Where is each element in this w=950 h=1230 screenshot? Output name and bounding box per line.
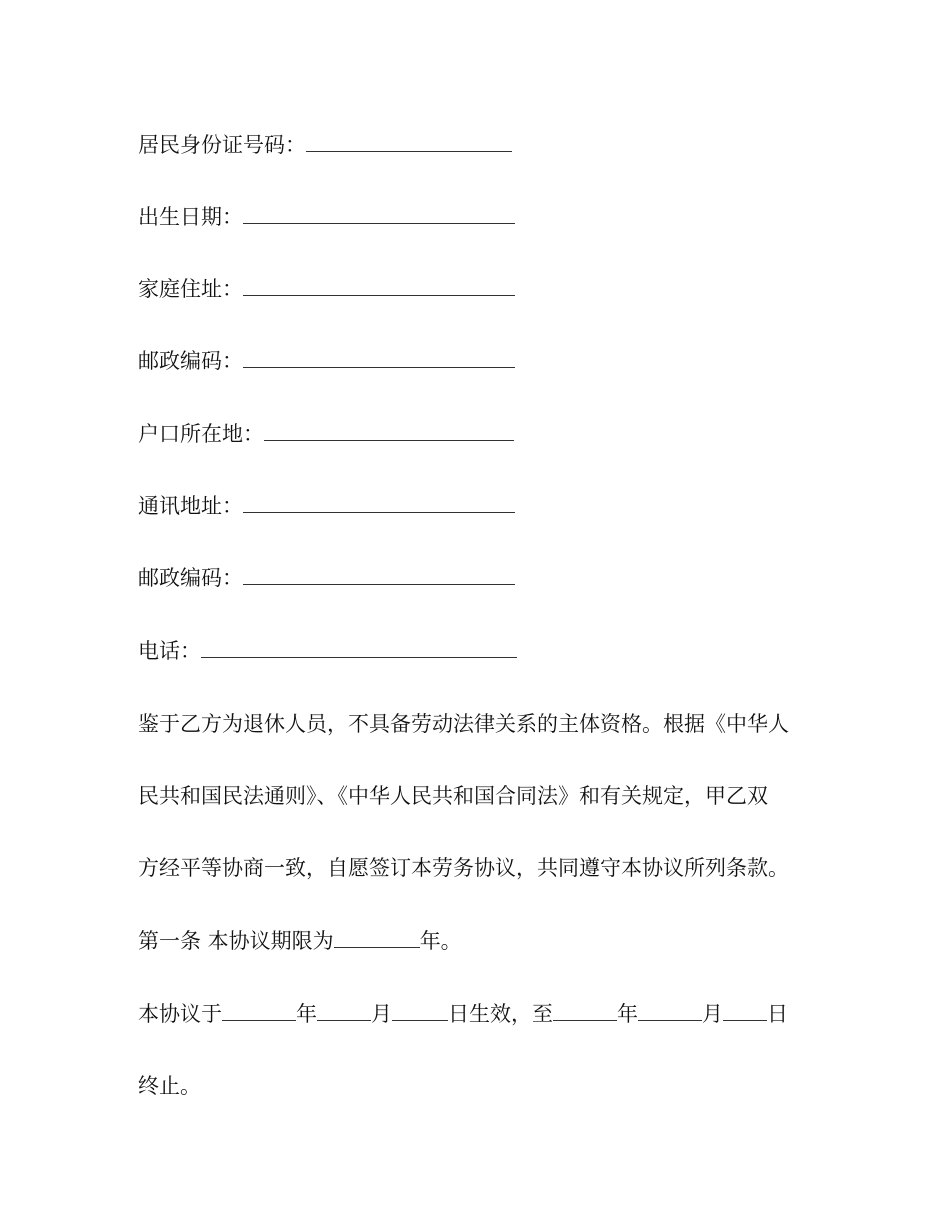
article-1-term-blank: [334, 929, 420, 948]
start-year-blank: [222, 1002, 296, 1021]
phone-blank: [201, 639, 517, 658]
term-text-3: 月: [371, 1002, 392, 1026]
term-dates-row: [138, 1000, 788, 1028]
birth-date-row: [138, 203, 515, 231]
id-number-blank: [306, 133, 512, 152]
postcode-blank-1: [243, 349, 515, 368]
term-text-5: 年: [617, 1002, 638, 1026]
term-end-row: [138, 1072, 201, 1100]
phone-row: [138, 637, 517, 665]
household-registration-blank: [264, 422, 514, 441]
mailing-address-label: 通讯地址：: [138, 494, 243, 518]
id-number-row: [138, 131, 512, 159]
preamble-line-1: 鉴于乙方为退休人员，不具备劳动法律关系的主体资格。根据《中华人: [138, 712, 789, 736]
mailing-address-blank: [243, 494, 515, 513]
end-month-blank: [638, 1002, 702, 1021]
postcode-blank-2: [243, 566, 515, 585]
preamble-line-3: 方经平等协商一致，自愿签订本劳务协议，共同遵守本协议所列条款。: [138, 856, 789, 880]
term-text-7: 日: [767, 1002, 788, 1026]
start-day-blank: [392, 1002, 448, 1021]
phone-label: 电话：: [138, 639, 201, 663]
postcode-label-2: 邮政编码：: [138, 566, 243, 590]
home-address-blank: [243, 277, 515, 296]
postcode-row-1: [138, 347, 515, 375]
article-1-prefix: 第一条 本协议期限为: [138, 929, 334, 953]
household-registration-label: 户口所在地：: [138, 422, 264, 446]
home-address-row: [138, 275, 515, 303]
start-month-blank: [317, 1002, 371, 1021]
household-registration-row: [138, 420, 514, 448]
term-end-text: 终止。: [138, 1074, 201, 1098]
preamble-line-2: 民共和国民法通则》、《中华人民共和国合同法》和有关规定，甲乙双: [138, 784, 768, 808]
postcode-row-2: [138, 564, 515, 592]
article-1-row: [138, 927, 462, 955]
term-text-4: 日生效，至: [448, 1002, 553, 1026]
birth-date-blank: [243, 205, 515, 224]
end-day-blank: [723, 1002, 767, 1021]
term-text-2: 年: [296, 1002, 317, 1026]
term-text-1: 本协议于: [138, 1002, 222, 1026]
term-text-6: 月: [702, 1002, 723, 1026]
article-1-suffix: 年。: [419, 929, 462, 953]
postcode-label-1: 邮政编码：: [138, 349, 243, 373]
home-address-label: 家庭住址：: [138, 277, 243, 301]
id-number-label: 居民身份证号码：: [138, 133, 306, 157]
preamble-paragraph: [138, 688, 828, 904]
birth-date-label: 出生日期：: [138, 205, 243, 229]
mailing-address-row: [138, 492, 515, 520]
end-year-blank: [553, 1002, 617, 1021]
